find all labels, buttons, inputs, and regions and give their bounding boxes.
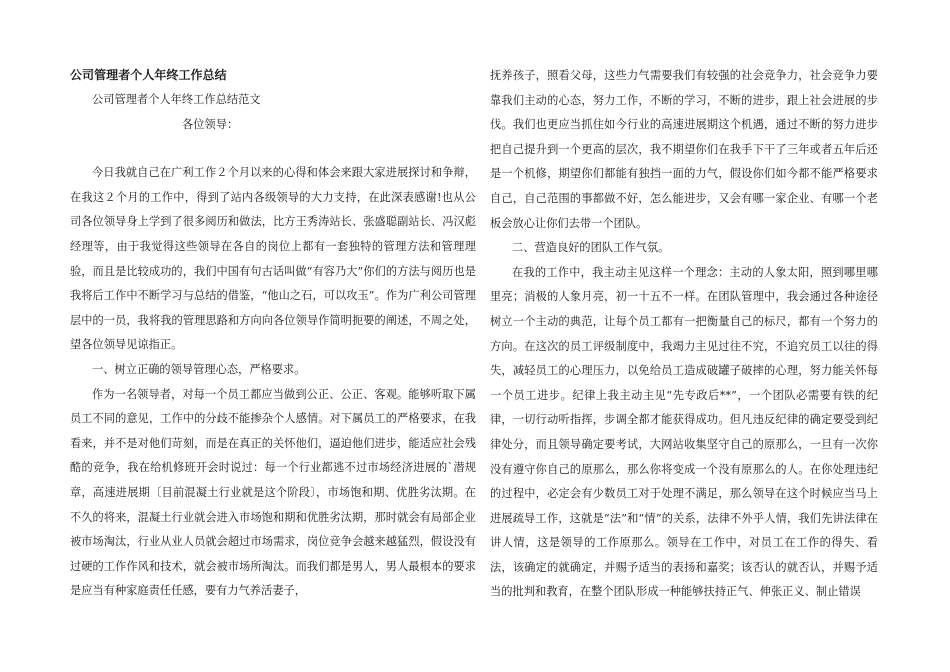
document-subtitle: 公司管理者个人年终工作总结范文 (92, 93, 261, 106)
document-title: 公司管理者个人年终工作总结 (70, 68, 227, 82)
salutation: 各位领导： (182, 117, 239, 131)
left-column (70, 64, 476, 604)
section-heading-1: 一、树立正确的领导管理心态，严格要求。 (92, 362, 306, 376)
paragraph-intro: 今日我就自己在广利工作２个月以来的心得和体会来跟大家进展探讨和争辩，在我这２个月的工作中，得到了站内各级领导的大力支持，在此深表感谢!也从公司各位领导身上学到了很多阅历和做法，比方王秀涛站长、张盛聪副站长、冯汉彪经理等，由于我觉得这些领导在各自的岗位上都有一套独特的管理方法和管理理验，而且是比较成功的，我们中国有句古话叫做“有容乃大”你们的方法与阅历也是我将后工作中不断学习与总结的借鉴，“他山之石，可以攻玉”。作为广利公司管理层中的一员，我将我的管理思路和方向向各位领导作简明扼要的阐述，不周之处，望各位领导见谅指正。 (70, 166, 476, 352)
paragraph-continued: 抚养孩子，照看父母，这些力气需要我们有较强的社会竞争力，社会竞争力要靠我们主动的心态，努力工作，不断的学习，不断的进步，跟上社会进展的步伐。我们也更应当抓住如今行业的高速进展期这个机遇，通过不断的努力进步把自己提升到一个更高的层次，我不期望你们在我手下干了三年或者五年后还是一个机修，期望你们都能有独挡一面的力气，假设你们如今都不能严格要求自己，自己范围的事都做不好，怎么能进步，又会有哪一家企业、有哪一个老板会放心让你们去带一个团队。 (490, 69, 878, 230)
right-column (490, 64, 878, 605)
paragraph-section-1: 作为一名领导者，对每一个员工都应当做到公正、公正、客观。能够听取下属员工不同的意见，工作中的分歧不能掺杂个人感情。对下属员工的严格要求，在我看来，并不是对他们苛刻，而是在真正的关怀他们，逼迫他们进步，能适应社会残酷的竞争，我在给机修班开会时说过：每一个行业都逃不过市场经济进展的`潜规章，高速进展期〔目前混凝土行业就是这个阶段〕，市场饱和期、优胜劣汰期。在不久的将来，混凝土行业就会进入市场饱和期和优胜劣汰期，那时就会有局部企业被市场淘汰，行业从业人员就会超过市场需求，岗位竞争会越来越猛烈，假设没有过硬的工作作风和技术，就会被市场所淘汰。而我们都是男人，男人最根本的要求是应当有种家庭责任任感，要有力气养活妻子， (70, 387, 476, 598)
paragraph-section-2: 在我的工作中，我主动主见这样一个理念：主动的人象太阳，照到哪里哪里亮；消极的人象月亮，初一十五不一样。在团队管理中，我会通过各种途径树立一个主动的典范，让每个员工都有一把衡量自己的标尺，都有一个努力的方向。在这次的员工评级制度中，我竭力主见过往不究，不追究员工以往的得失，减轻员工的心理压力，以免给员工造成破罐子破摔的心理，努力能关怀每一个员工进步。纪律上我主动主见“先专政后**”，一个团队必需要有铁的纪律，一切行动听指挥，步调全都才能获得成功。但凡违反纪律的确定要受到纪律处分，而且领导确定要考试，大网站收集坚守自己的原那么，一旦有一次你没有遵守你自己的原那么，那么你将变成一个没有原那么的人。在你处理违纪的过程中，必定会有少数员工对于处理不满足，那么领导在这个时候应当马上进展疏导工作，这就是“法”和“情”的关系，法律不外乎人情，我们先讲法律在讲人情，这是领导的工作原那么。领导在工作中，对员工在工作的得失、看法，该确定的就确定，并赐予适当的表扬和嘉奖；该否认的就否认，并赐予适当的批判和教育，在整个团队形成一种能够扶持正气、伸张正义、制止错误 (490, 265, 878, 599)
section-heading-2: 二、营造良好的团队工作气氛。 (512, 241, 670, 255)
